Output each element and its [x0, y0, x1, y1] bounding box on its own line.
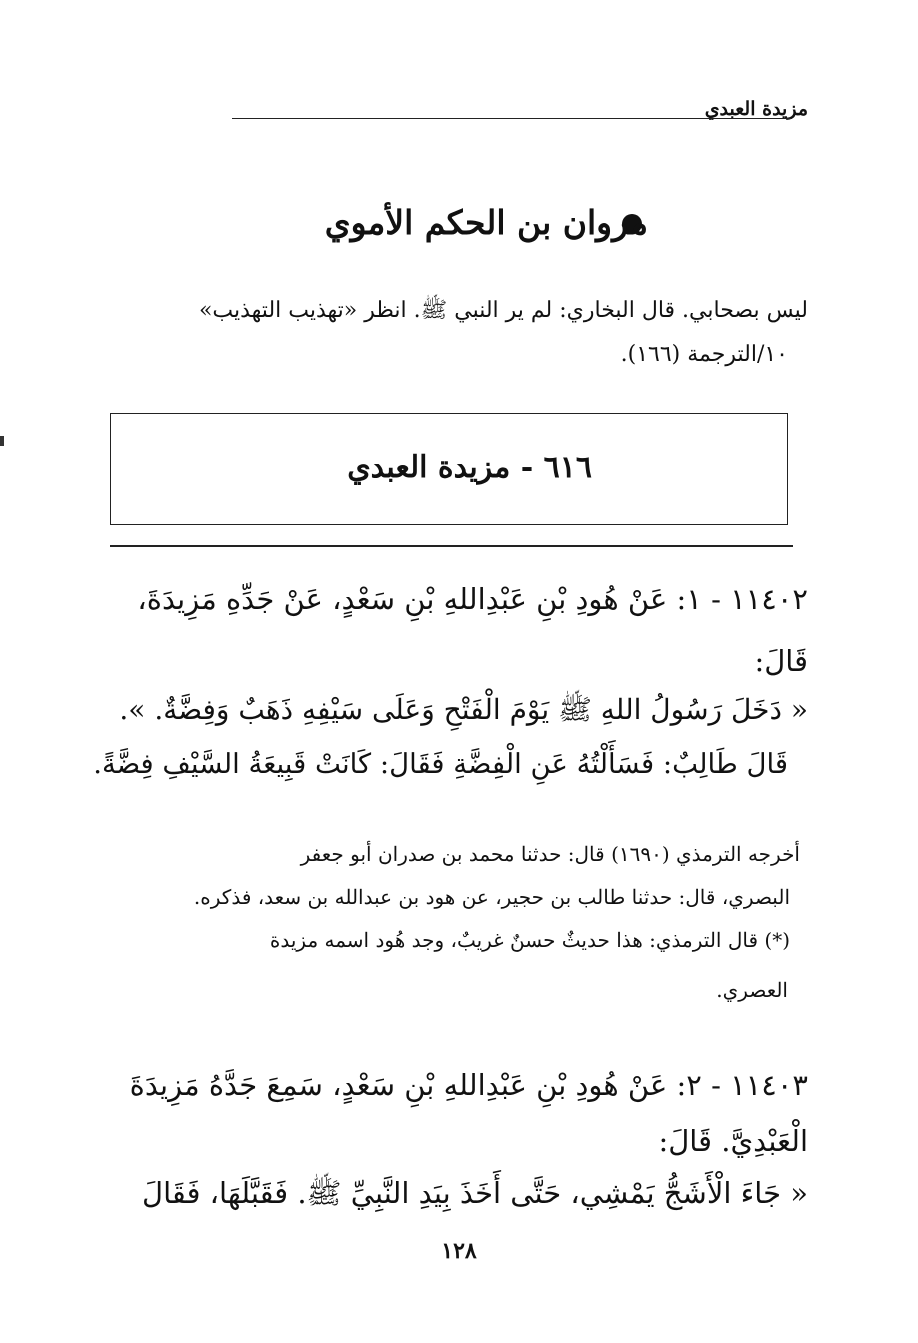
margin-mark	[0, 436, 4, 446]
hadith-line: الْعَبْدِيَّ. قَالَ:	[658, 1124, 808, 1158]
previous-entry-title: مروان بن الحكم الأموي	[324, 203, 648, 242]
takhrij-line: العصري.	[716, 978, 788, 1002]
hadith-line: ١١٤٠٢ - ١: عَنْ هُودِ بْنِ عَبْدِاللهِ بْنِ سَعْدٍ، عَنْ جَدِّهِ مَزِيدَةَ،	[137, 582, 808, 616]
page-number: ١٢٨	[441, 1238, 477, 1264]
hadith-line: قَالَ طَالِبٌ: فَسَأَلْتُهُ عَنِ الْفِضَّةِ فَقَالَ: كَانَتْ قَبِيعَةُ السَّيْفِ فِضَّةً.	[93, 748, 788, 780]
previous-entry-note-line: ليس بصحابي. قال البخاري: لم ير النبي ﷺ. انظر «تهذيب التهذيب»	[198, 298, 808, 323]
section-rule	[110, 545, 793, 547]
header-rule	[232, 118, 792, 119]
hadith-line: قَالَ:	[754, 644, 808, 678]
entry-title: ٦١٦ - مزيدة العبدي	[347, 450, 592, 485]
takhrij-line: أخرجه الترمذي (١٦٩٠) قال: حدثنا محمد بن صدران أبو جعفر	[300, 842, 800, 866]
hadith-line: « دَخَلَ رَسُولُ اللهِ ﷺ يَوْمَ الْفَتْحِ وَعَلَى سَيْفِهِ ذَهَبٌ وَفِضَّةٌ. ».	[119, 693, 808, 726]
previous-entry-note-line: ١٠/الترجمة (١٦٦).	[620, 342, 788, 367]
takhrij-line: البصري، قال: حدثنا طالب بن حجير، عن هود بن عبدالله بن سعد، فذكره.	[193, 885, 790, 909]
running-header-title: مزيدة العبدي	[704, 98, 808, 120]
hadith-line: « جَاءَ الْأَشَجُّ يَمْشِي، حَتَّى أَخَذَ بِيَدِ النَّبِيِّ ﷺ. فَقَبَّلَهَا، فَقَالَ	[142, 1176, 808, 1210]
takhrij-line: (*) قال الترمذي: هذا حديثٌ حسنٌ غريبٌ، وجد هُود اسمه مزيدة	[269, 928, 790, 952]
hadith-line: ١١٤٠٣ - ٢: عَنْ هُودِ بْنِ عَبْدِاللهِ بْنِ سَعْدٍ، سَمِعَ جَدَّهُ مَزِيدَةَ	[129, 1068, 808, 1102]
